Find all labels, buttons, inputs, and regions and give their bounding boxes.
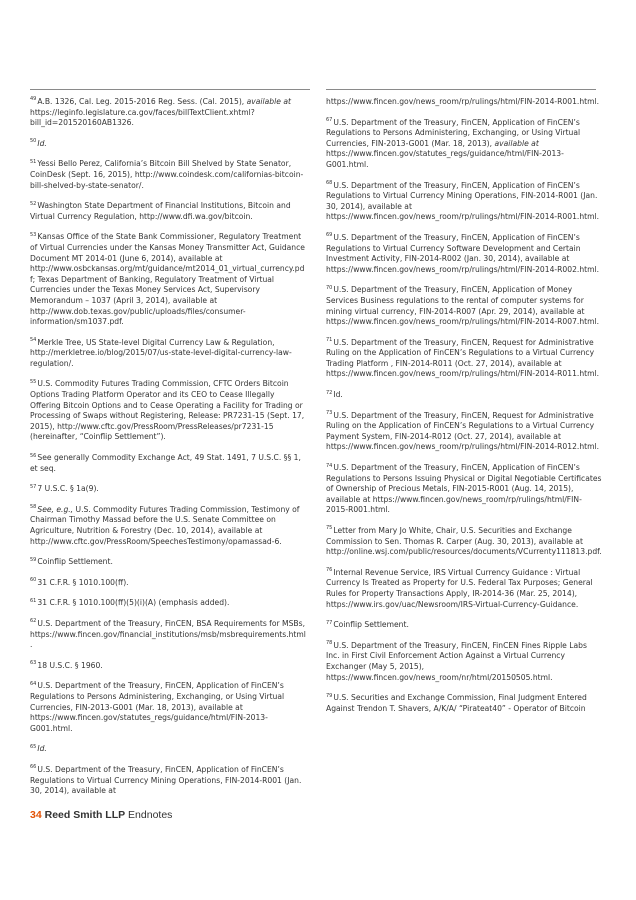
endnote-76 xyxy=(326,568,602,610)
endnote-70 xyxy=(326,285,602,327)
endnote-56 xyxy=(30,453,306,474)
endnote-text: Coinflip Settlement. xyxy=(37,557,113,567)
endnote-number: 67 xyxy=(326,117,333,124)
endnote-text: U.S. Department of the Treasury, FinCEN, BSA Requirements for MSBs, https://www.fincen.gov/financial_institutions/msb/msbrequirements.html. xyxy=(30,618,306,650)
endnote-text: Id. xyxy=(333,390,343,400)
endnote-number: 50 xyxy=(30,138,37,145)
endnote-number: 71 xyxy=(326,337,333,344)
endnote-text: 18 U.S.C. § 1960. xyxy=(37,660,103,670)
endnote-57 xyxy=(30,484,306,495)
endnote-58 xyxy=(30,505,306,547)
endnote-text: U.S. Commodity Futures Trading Commission, CFTC Orders Bitcoin Options Trading Platform Operator and its CEO to Cease Illegally Offering Bitcoin Options and to Cease Operating a Facility for Trading or Processing of Swaps without Registering, Release: PR7231-15 (Sept. 17, 2015), http://www.cftc.gov/PressRoom/PressReleases/pr7231-15 (hereinafter, “Coinflip Settlement”). xyxy=(30,379,305,442)
endnote-text: https://www.fincen.gov/statutes_regs/guidance/html/FIN-2013-G001.html. xyxy=(326,149,564,169)
endnotes-left-column xyxy=(30,97,306,807)
endnote-text: U.S. Department of the Treasury, FinCEN, Request for Administrative Ruling on the Application of FinCEN’s Regulations to a Virtual Currency Payment System, FIN-2014-R012 (Oct. 27, 2014), available at https://www.fincen.gov/news_room/rp/rulings/html/FIN-2014-R012.html. xyxy=(326,410,600,452)
endnote-72 xyxy=(326,390,602,401)
endnote-text: Coinflip Settlement. xyxy=(333,620,409,630)
endnote-number: 76 xyxy=(326,567,333,574)
endnote-number: 53 xyxy=(30,231,37,238)
page-footer xyxy=(30,809,172,821)
endnote-66 xyxy=(30,765,306,797)
endnote-71 xyxy=(326,338,602,380)
endnote-text: Merkle Tree, US State-level Digital Currency Law & Regulation, http://merkletree.io/blog/2015/07/us-state-level-digital-currency-law-regulation/. xyxy=(30,337,292,368)
endnote-text: U.S. Department of the Treasury, FinCEN, Request for Administrative Ruling on the Application of FinCEN’s Regulations to a Virtual Currency Trading Platform , FIN-2014-R011 (Oct. 27, 2014), available at https://www.fincen.gov/news_room/rp/rulings/html/FIN-2014-R011.html. xyxy=(326,337,600,379)
endnote-text: U.S. Department of the Treasury, FinCEN, FinCEN Fines Ripple Labs Inc. in First Civil Enforcement Action Against a Virtual Currency Exchanger (May 5, 2015), https://www.fincen.gov/news_room/nr/html/20150505.html. xyxy=(326,640,587,682)
endnote-53 xyxy=(30,232,306,327)
endnote-64 xyxy=(30,681,306,734)
endnote-number: 63 xyxy=(30,660,37,667)
footer-section-title: Endnotes xyxy=(128,809,173,821)
left-column-rule xyxy=(30,89,310,90)
endnote-number: 59 xyxy=(30,556,37,563)
endnote-text: Id. xyxy=(37,138,47,148)
endnote-55 xyxy=(30,379,306,443)
endnote-number: 70 xyxy=(326,284,333,291)
endnote-60 xyxy=(30,578,306,589)
endnote-number: 75 xyxy=(326,525,333,532)
endnote-text: U.S. Commodity Futures Trading Commission, Testimony of Chairman Timothy Massad before the U.S. Senate Committee on Agriculture, Nutrition & Forestry (Dec. 10, 2014), available at http://www.cftc.gov/PressRoom/SpeechesTestimony/opamassad-6. xyxy=(30,504,300,546)
endnote-text: U.S. Department of the Treasury, FinCEN, Application of FinCEN’s Regulations to Virtual Currency Mining Operations, FIN-2014-R001 (Jan. 30, 2014), available at https://www.fincen.gov/news_room/rp/rulings/html/FIN-2014-R001.html. xyxy=(326,180,600,222)
right-column-rule xyxy=(326,89,596,90)
endnote-63 xyxy=(30,661,306,672)
endnote-text: Kansas Office of the State Bank Commissioner, Regulatory Treatment of Virtual Currencies under the Kansas Money Transmitter Act, Guidance Document MT 2014-01 (June 6, 2014), available at http://www.osbckansas.org/mt/guidance/mt2014_01_virtual_currency.pdf; Texas Department of Banking, Regulatory Treatment of Virtual Currencies under the Texas Money Services Act, Supervisory Memorandum – 1037 (April 3, 2014), available at http://www.dob.texas.gov/public/uploads/files/consumer-information/sm1037.pdf. xyxy=(30,232,305,327)
endnote-number: 65 xyxy=(30,743,37,750)
endnote-text: Id. xyxy=(37,744,47,754)
endnote-text: 7 U.S.C. § 1a(9). xyxy=(37,484,99,494)
endnote-65 xyxy=(30,744,306,755)
endnote-number: 66 xyxy=(30,764,37,771)
endnote-text: See, e.g., xyxy=(37,504,74,514)
footer-firm-name: Reed Smith LLP xyxy=(44,809,126,821)
endnote-number: 78 xyxy=(326,640,333,647)
endnote-79 xyxy=(326,693,602,714)
endnote-77 xyxy=(326,620,602,631)
page-number: 34 xyxy=(30,809,42,821)
endnote-49 xyxy=(30,97,306,129)
endnote-number: 74 xyxy=(326,462,333,469)
endnote-text: A.B. 1326, Cal. Leg. 2015-2016 Reg. Sess. (Cal. 2015), xyxy=(37,97,247,106)
endnote-text: U.S. Department of the Treasury, FinCEN, Application of FinCEN’s Regulations to Virtual Currency Mining Operations, FIN-2014-R001 (Jan. 30, 2014), available at xyxy=(30,764,302,796)
endnote-78 xyxy=(326,641,602,683)
endnote-text: Letter from Mary Jo White, Chair, U.S. Securities and Exchange Commission to Sen. Thomas R. Carper (Aug. 30, 2013), available at http://online.wsj.com/public/resources/documents/VCurrenty111813.pdf. xyxy=(326,526,602,557)
endnote-68 xyxy=(326,181,602,223)
endnote-text: 31 C.F.R. § 1010.100(ff)(5)(i)(A) (emphasis added). xyxy=(37,598,230,608)
endnote-number: 49 xyxy=(30,96,37,103)
endnote-continuation: https://www.fincen.gov/news_room/rp/rulings/html/FIN-2014-R001.html. xyxy=(326,97,600,106)
endnote-number: 69 xyxy=(326,232,333,239)
endnote-number: 62 xyxy=(30,618,37,625)
endnote-text: U.S. Department of the Treasury, FinCEN, Application of FinCEN’s Regulations to Persons Administering, Exchanging, or Using Virtual Currencies, FIN-2013-G001 (Mar. 18, 2013), available at https://www.fincen.gov/statutes_regs/guidance/html/FIN-2013-G001.html. xyxy=(30,681,285,733)
endnote-text: U.S. Department of the Treasury, FinCEN, Application of FinCEN’s Regulations to Persons Administering, Exchanging, or Using Virtual Currencies, FIN-2013-G001 (Mar. 18, 2013), xyxy=(326,117,581,148)
endnote-text: 31 C.F.R. § 1010.100(ff). xyxy=(37,577,129,587)
endnote-61 xyxy=(30,598,306,609)
endnote-text: available at xyxy=(494,138,539,148)
endnote-50 xyxy=(30,139,306,150)
endnote-text: U.S. Department of the Treasury, FinCEN, Application of FinCEN’s Regulations to Persons Issuing Physical or Digital Negotiable Certificates of Ownership of Precious Metals, FIN-2015-R001 (Aug. 14, 2015), available at https://www.fincen.gov/news_room/rp/rulings/html/FIN-2015-R001.html. xyxy=(326,463,602,515)
endnote-text: U.S. Department of the Treasury, FinCEN, Application of Money Services Business regulations to the rental of computer systems for mining virtual currency, FIN-2014-R007 (Apr. 29, 2014), available at https://www.fincen.gov/news_room/rp/rulings/html/FIN-2014-R007.html. xyxy=(326,285,600,327)
endnote-number: 77 xyxy=(326,619,333,626)
endnote-number: 64 xyxy=(30,680,37,687)
endnote-number: 51 xyxy=(30,158,37,165)
endnote-73 xyxy=(326,411,602,453)
endnote-number: 68 xyxy=(326,180,333,187)
endnote-74 xyxy=(326,463,602,516)
endnote-number: 72 xyxy=(326,389,333,396)
endnote-69 xyxy=(326,233,602,275)
endnote-number: 79 xyxy=(326,692,333,699)
endnote-67 xyxy=(326,118,602,171)
endnote-number: 54 xyxy=(30,337,37,344)
endnote-text: Internal Revenue Service, IRS Virtual Currency Guidance : Virtual Currency Is Treated as Property for U.S. Federal Tax Purposes; General Rules for Property Transactions Apply, IR-2014-36 (Mar. 25, 2014), https://www.irs.gov/uac/Newsroom/IRS-Virtual-Currency-Guidance. xyxy=(326,567,593,609)
endnote-text: Yessi Bello Perez, California’s Bitcoin Bill Shelved by State Senator, CoinDesk (Sept. 16, 2015), http://www.coindesk.com/californias-bitcoin-bill-shelved-by-state-senator/. xyxy=(30,159,304,190)
endnote-number: 57 xyxy=(30,483,37,490)
endnotes-right-column xyxy=(326,97,602,724)
endnote-number: 73 xyxy=(326,410,333,417)
endnote-text: See generally Commodity Exchange Act, 49 Stat. 1491, 7 U.S.C. §§ 1, et seq. xyxy=(30,453,301,473)
endnote-54 xyxy=(30,338,306,370)
endnote-number: 58 xyxy=(30,504,37,511)
endnote-text: U.S. Department of the Treasury, FinCEN, Application of FinCEN’s Regulations to Virtual Currency Software Development and Certain Investment Activity, FIN-2014-R002 (Jan. 30, 2014), available at https://www.fincen.gov/news_room/rp/rulings/html/FIN-2014-R002.html. xyxy=(326,232,600,274)
endnote-number: 56 xyxy=(30,452,37,459)
endnote-text: available at xyxy=(246,97,291,106)
endnote-text: Washington State Department of Financial Institutions, Bitcoin and Virtual Currency Regulation, http://www.dfi.wa.gov/bitcoin. xyxy=(30,201,291,221)
endnote-52 xyxy=(30,201,306,222)
endnote-75 xyxy=(326,526,602,558)
endnote-number: 61 xyxy=(30,597,37,604)
endnote-number: 60 xyxy=(30,577,37,584)
endnote-text: U.S. Securities and Exchange Commission, Final Judgment Entered Against Trendon T. Shavers, A/K/A/ “Pirateat40” - Operator of Bitcoin xyxy=(326,693,587,713)
endnote-number: 55 xyxy=(30,378,37,385)
endnote-51 xyxy=(30,159,306,191)
endnote-number: 52 xyxy=(30,200,37,207)
endnote-59 xyxy=(30,557,306,568)
endnote-text: https://leginfo.legislature.ca.gov/faces/billTextClient.xhtml?bill_id=201520160AB1326. xyxy=(30,107,255,128)
endnote-62 xyxy=(30,619,306,651)
